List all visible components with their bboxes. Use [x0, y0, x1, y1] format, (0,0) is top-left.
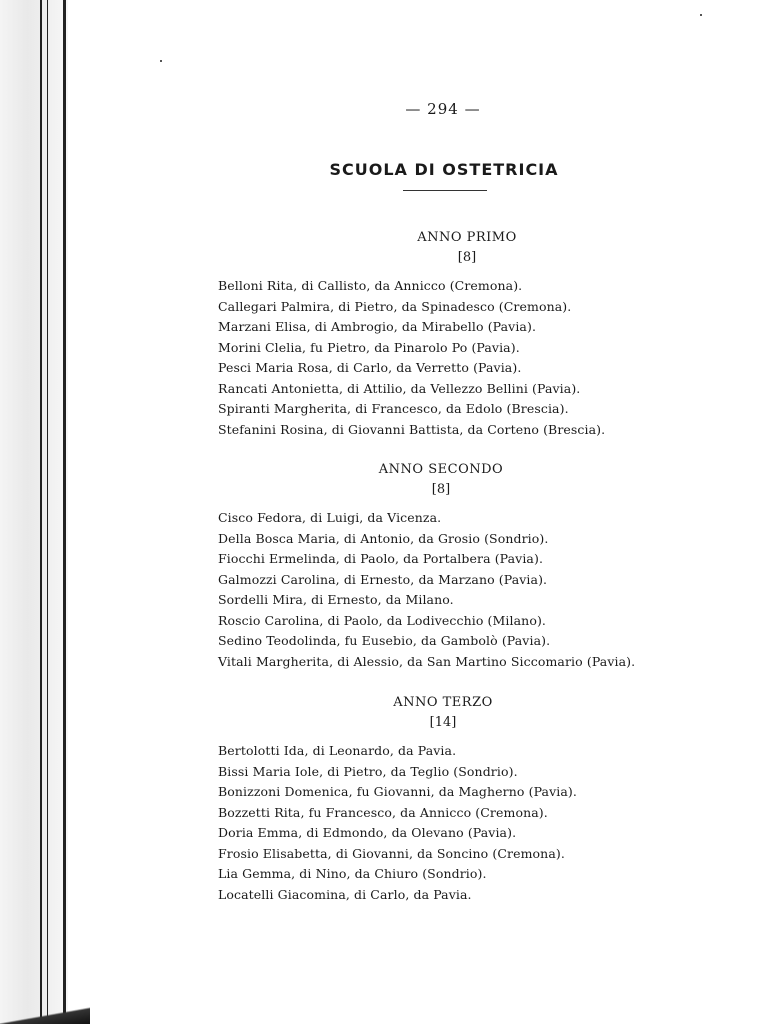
spine-edge-line: [40, 0, 42, 1024]
student-entry: Cisco Fedora, di Luigi, da Vicenza.: [218, 510, 442, 525]
section-count: [8]: [457, 250, 477, 265]
student-entry: Galmozzi Carolina, di Ernesto, da Marzano (Pavia).: [218, 571, 548, 587]
scan-speck: [700, 14, 702, 16]
book-spine-shadow: [0, 0, 68, 1024]
student-entry: Fiocchi Ermelinda, di Paolo, da Portalbera (Pavia).: [218, 551, 544, 566]
section-heading: ANNO TERZO: [393, 695, 493, 710]
student-entry: Bozzetti Rita, fu Francesco, da Annicco (Cremona).: [218, 804, 548, 820]
student-entry: Bonizzoni Domenica, fu Giovanni, da Magherno (Pavia).: [218, 784, 577, 799]
section-heading: ANNO SECONDO: [378, 462, 504, 477]
student-entry: Della Bosca Maria, di Antonio, da Grosio (Sondrio).: [218, 530, 549, 546]
title-divider: [403, 190, 487, 191]
student-entry: Morini Clelia, fu Pietro, da Pinarolo Po (Pavia).: [218, 339, 520, 355]
student-entry: Bissi Maria Iole, di Pietro, da Teglio (Sondrio).: [218, 763, 518, 779]
section-count: [14]: [429, 715, 457, 730]
student-entry: Vitali Margherita, di Alessio, da San Martino Siccomario (Pavia).: [218, 653, 636, 669]
student-entry: Stefanini Rosina, di Giovanni Battista, da Corteno (Brescia).: [218, 421, 606, 437]
scan-corner-shadow: [0, 1002, 90, 1024]
student-entry: Lia Gemma, di Nino, da Chiuro (Sondrio).: [218, 866, 487, 881]
student-entry: Rancati Antonietta, di Attilio, da Vellezzo Bellini (Pavia).: [218, 380, 581, 396]
section-anno-terzo: [218, 693, 688, 905]
student-entry: Roscio Carolina, di Paolo, da Lodivecchio (Milano).: [218, 612, 546, 628]
student-entry: Doria Emma, di Edmondo, da Olevano (Pavia).: [218, 825, 517, 840]
student-entry: Locatelli Giacomina, di Carlo, da Pavia.: [218, 886, 472, 902]
student-entry: Sedino Teodolinda, fu Eusebio, da Gambolò (Pavia).: [218, 633, 551, 648]
spine-edge-line: [63, 0, 66, 1024]
page-title: SCUOLA DI OSTETRICIA: [329, 160, 559, 179]
student-entry: Pesci Maria Rosa, di Carlo, da Verretto (Pavia).: [218, 360, 522, 375]
student-entry: Marzani Elisa, di Ambrogio, da Mirabello (Pavia).: [218, 319, 537, 334]
section-anno-primo: [218, 228, 688, 440]
student-entry: Spiranti Margherita, di Francesco, da Edolo (Brescia).: [218, 401, 569, 416]
section-count: [8]: [431, 482, 451, 497]
spine-edge-line: [47, 0, 48, 1024]
page-number: — 294 —: [405, 100, 481, 118]
student-entry: Frosio Elisabetta, di Giovanni, da Soncino (Cremona).: [218, 845, 565, 861]
section-heading: ANNO PRIMO: [417, 230, 517, 245]
student-entry: Bertolotti Ida, di Leonardo, da Pavia.: [218, 743, 457, 758]
student-entry: Callegari Palmira, di Pietro, da Spinadesco (Cremona).: [218, 298, 572, 314]
student-entry: Belloni Rita, di Callisto, da Annicco (Cremona).: [218, 278, 523, 293]
student-entry: Sordelli Mira, di Ernesto, da Milano.: [218, 592, 454, 607]
scan-speck: [160, 60, 162, 62]
section-anno-secondo: [218, 460, 688, 672]
